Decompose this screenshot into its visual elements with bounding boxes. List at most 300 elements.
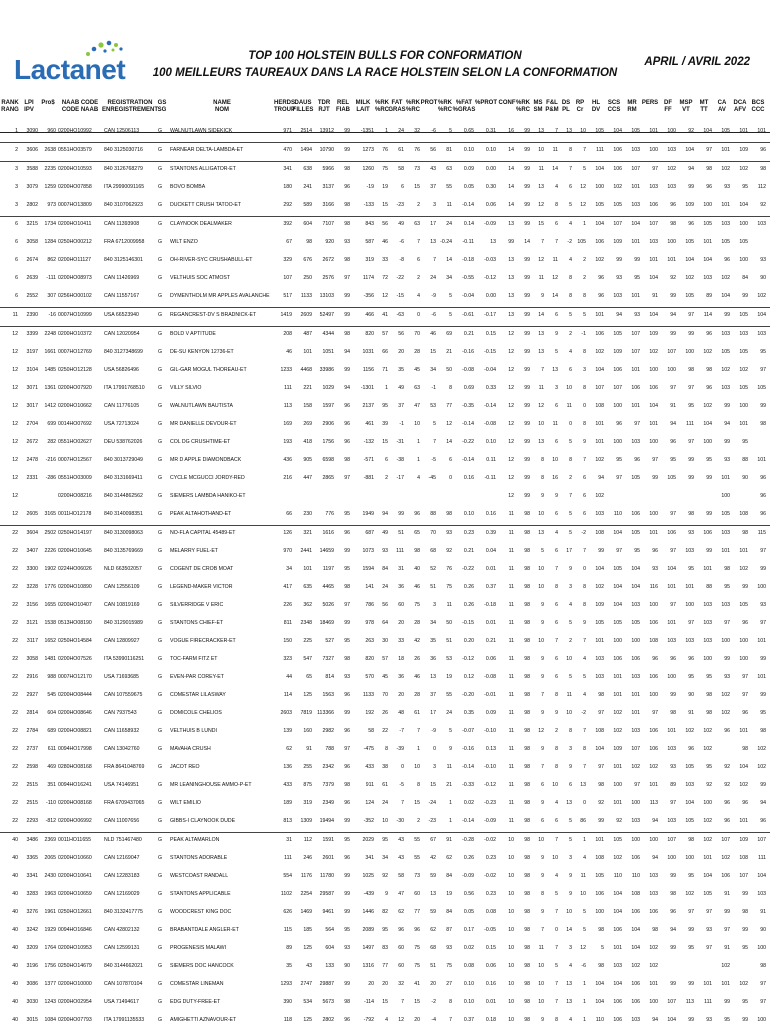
table-cell: 225 (303, 638, 312, 644)
table-cell: 0200HO08821 (58, 728, 92, 734)
table-cell: G (158, 909, 163, 915)
table-cell: 1 (583, 221, 586, 227)
table-cell: 22 (12, 530, 18, 536)
table-cell: -0.10 (484, 764, 496, 770)
table-cell: 65 (306, 674, 312, 680)
table-cell: 0200HO10641 (58, 873, 92, 879)
table-cell: USA 74146951 (104, 782, 139, 788)
table-cell: 11 (508, 566, 514, 572)
table-cell: 12 (508, 403, 514, 409)
table-cell: 106 (649, 746, 658, 752)
table-row (0, 307, 770, 326)
table-cell: 99 (688, 331, 694, 337)
table-cell: 98 (760, 728, 766, 734)
table-cell: 11 (580, 873, 586, 879)
table-cell: -0.14 (462, 457, 474, 463)
table-cell: 8 (541, 891, 544, 897)
table-cell: -0.33 (462, 782, 474, 788)
table-cell: -0.02 (484, 837, 496, 843)
table-cell: 1102 (280, 891, 292, 897)
table-cell: 7 (401, 800, 404, 806)
table-cell: 100 (739, 257, 748, 263)
table-cell: 100 (613, 403, 622, 409)
table-cell: 125 (303, 692, 312, 698)
table-cell: 95 (724, 1017, 730, 1023)
table-cell: 102 (721, 166, 730, 172)
table-cell: 0007HO10999 (58, 312, 92, 318)
table-cell: 94 (344, 385, 350, 391)
table-cell: 0200HO10000 (58, 981, 92, 987)
table-row (0, 326, 770, 345)
table-cell: -6 (431, 128, 436, 134)
table-cell: 2065 (44, 855, 56, 861)
table-cell: 604 (325, 945, 334, 951)
table-cell: 3166 (322, 202, 334, 208)
table-cell: 102 (721, 692, 730, 698)
table-cell: 0513HO08190 (58, 620, 92, 626)
table-cell: 93 (634, 312, 640, 318)
table-row (0, 489, 770, 507)
table-cell: 418 (303, 439, 312, 445)
table-cell: 102 (721, 367, 730, 373)
table-cell: -0.05 (484, 927, 496, 933)
table-cell: 6 (555, 818, 558, 824)
column-header-label: Pro$ (41, 100, 55, 106)
table-cell: 341 (283, 166, 292, 172)
table-cell: SIEMERS DOC HANCOCK (170, 963, 234, 969)
table-cell: 98 (524, 584, 530, 590)
table-cell: 2737 (26, 746, 38, 752)
table-cell: 0.09 (485, 710, 496, 716)
table-cell: 102 (703, 728, 712, 734)
table-cell: 11 (508, 638, 514, 644)
table-cell: 12 (580, 184, 586, 190)
table-cell: 20 (382, 981, 388, 987)
table-cell: G (158, 403, 163, 409)
column-header (274, 100, 294, 114)
column-header (38, 100, 58, 107)
column-header (676, 100, 696, 114)
table-cell: 547 (303, 656, 312, 662)
table-cell: 75 (382, 166, 388, 172)
table-cell: 104 (631, 566, 640, 572)
table-cell: 14 (446, 439, 452, 445)
table-cell: 5 (569, 511, 572, 517)
table-cell: -0.09 (462, 873, 474, 879)
table-cell: 103 (631, 818, 640, 824)
table-row (0, 161, 770, 180)
table-cell: 96 (724, 818, 730, 824)
table-cell: 0551HO03009 (58, 475, 92, 481)
table-cell: 100 (649, 692, 658, 698)
column-header-label: %RK (374, 100, 389, 106)
table-cell: CLAYNOOK DEALMAKER (170, 221, 232, 227)
table-cell: ITA 53990116251 (104, 656, 145, 662)
table-cell: 32 (414, 128, 420, 134)
table-cell: ITA 17991135533 (104, 1017, 145, 1023)
table-cell: 10 (538, 566, 544, 572)
table-cell: -0.10 (484, 728, 496, 734)
table-cell: 6 (15, 293, 18, 299)
table-cell: 47 (398, 891, 404, 897)
table-cell: 98 (344, 584, 350, 590)
table-cell: 100 (739, 403, 748, 409)
table-cell: 98 (524, 1017, 530, 1023)
table-cell: COGENT DE CROB MOAT (170, 566, 234, 572)
table-cell: OH-RIVER-SYC CRUSHABULL-ET (170, 257, 253, 263)
table-cell: 65 (414, 530, 420, 536)
table-cell: 7 (583, 764, 586, 770)
table-cell: 52 (430, 566, 436, 572)
table-cell: 98 (524, 945, 530, 951)
table-cell: 99 (344, 367, 350, 373)
table-cell: 104 (703, 257, 712, 263)
table-cell: -0.22 (462, 439, 474, 445)
table-cell: 106 (613, 999, 622, 1005)
table-cell: 1538 (44, 620, 56, 626)
table-cell: 99 (524, 275, 530, 281)
table-cell: 50 (446, 367, 452, 373)
table-cell: 104 (667, 566, 676, 572)
table-cell: -571 (363, 457, 374, 463)
table-cell: 3341 (26, 873, 38, 879)
table-cell: 107 (613, 221, 622, 227)
table-cell: 7 (555, 239, 558, 245)
table-cell: CAN 11776105 (104, 403, 140, 409)
table-cell: 109 (613, 746, 622, 752)
table-cell: 106 (613, 656, 622, 662)
table-cell: MR LEANINGHOUSE AMMO-P-ET (170, 782, 252, 788)
table-cell: 99 (524, 293, 530, 299)
table-cell: -2 (567, 239, 572, 245)
table-cell: 5 (569, 818, 572, 824)
table-cell: 101 (757, 674, 766, 680)
table-cell: 20 (430, 981, 436, 987)
table-cell: 113 (649, 800, 658, 806)
table-cell: 107 (631, 166, 640, 172)
table-cell: 102 (631, 764, 640, 770)
table-cell: 105 (577, 239, 586, 245)
table-cell: 103 (649, 239, 658, 245)
table-cell: 7 (555, 999, 558, 1005)
table-cell: 98 (760, 166, 766, 172)
table-cell: 100 (667, 855, 676, 861)
table-cell: 107 (757, 837, 766, 843)
table-cell: 8 (569, 457, 572, 463)
table-cell: 33 (382, 257, 388, 263)
table-cell: 101 (649, 981, 658, 987)
table-cell: USA 56826496 (104, 367, 139, 373)
table-cell: 840 3144662021 (104, 963, 143, 969)
table-cell: G (158, 475, 163, 481)
table-cell: 9 (541, 674, 544, 680)
table-cell: 3606 (26, 147, 38, 153)
column-header-label: NAAB CODE (61, 100, 99, 106)
table-cell: 102 (685, 728, 694, 734)
table-cell: -19 (366, 184, 374, 190)
table-cell: 6 (15, 257, 18, 263)
table-cell: 95 (688, 945, 694, 951)
table-cell: 351 (47, 782, 56, 788)
table-row (0, 688, 770, 706)
table-cell: 7 (433, 439, 436, 445)
table-cell: 6 (15, 239, 18, 245)
table-cell: 104 (703, 873, 712, 879)
table-cell: 109 (649, 331, 658, 337)
table-cell: 1233 (280, 367, 292, 373)
table-cell: 88 (430, 511, 436, 517)
table-cell: 96 (344, 764, 350, 770)
table-cell: 47 (414, 403, 420, 409)
table-cell: COMESTAR LILASWAY (170, 692, 226, 698)
table-cell: 2552 (26, 293, 38, 299)
table-cell: 113 (685, 999, 694, 1005)
table-cell: ITA 29990091165 (104, 184, 145, 190)
table-cell: 92 (446, 548, 452, 554)
table-cell: 36 (398, 584, 404, 590)
table-row (0, 363, 770, 381)
table-cell: 8 (555, 1017, 558, 1023)
table-cell: 840 3129015989 (104, 620, 143, 626)
table-cell: 98 (524, 999, 530, 1005)
table-cell: 10 (538, 981, 544, 987)
table-cell: 17 (430, 710, 436, 716)
table-cell: -0.22 (462, 566, 474, 572)
table-cell: 3 (433, 764, 436, 770)
table-cell: 6 (401, 184, 404, 190)
table-cell: 8 (569, 728, 572, 734)
table-cell: -23 (428, 818, 436, 824)
table-cell: 101 (739, 128, 748, 134)
table-cell: 6 (569, 184, 572, 190)
table-cell: 84 (742, 275, 748, 281)
table-cell: 0.01 (485, 620, 496, 626)
table-cell: 1446 (362, 909, 374, 915)
table-cell: 66 (286, 511, 292, 517)
table-cell: 99 (760, 656, 766, 662)
column-header-label-fr: CODE NAAB (61, 107, 99, 113)
table-cell: 70 (430, 530, 436, 536)
table-cell: 107 (595, 385, 604, 391)
table-cell: 113 (283, 403, 292, 409)
table-cell: G (158, 166, 163, 172)
table-cell: 103 (631, 602, 640, 608)
table-cell: 96 (598, 293, 604, 299)
table-cell: 98 (688, 367, 694, 373)
table-cell: 0200HO07920 (58, 385, 92, 391)
table-cell: 13 (566, 128, 572, 134)
table-cell: 40 (12, 909, 18, 915)
table-cell: G (158, 257, 163, 263)
table-cell: 101 (721, 548, 730, 554)
table-cell: 10 (508, 981, 514, 987)
column-header-label-fr: RM (627, 107, 637, 113)
table-cell: 0.16 (485, 511, 496, 517)
table-cell: 105 (685, 293, 694, 299)
table-cell: G (158, 638, 163, 644)
table-cell: 100 (703, 800, 712, 806)
table-cell: 12 (580, 202, 586, 208)
table-cell: WESTCOAST RANDALL (170, 873, 229, 879)
table-cell: 9 (583, 620, 586, 626)
table-cell: 0.15 (485, 331, 496, 337)
table-cell: 105 (703, 891, 712, 897)
table-cell: 12 (12, 457, 18, 463)
table-row (0, 652, 770, 670)
table-cell: 95 (344, 511, 350, 517)
column-header (712, 100, 732, 114)
table-cell: 321 (303, 530, 312, 536)
table-cell: 1961 (44, 909, 56, 915)
table-cell: 108 (595, 530, 604, 536)
table-cell: 0.30 (485, 184, 496, 190)
table-cell: 109 (739, 147, 748, 153)
table-cell: 3365 (26, 855, 38, 861)
table-cell: 61 (382, 782, 388, 788)
table-cell: CAN 11426969 (104, 275, 140, 281)
table-cell: 101 (667, 257, 676, 263)
table-cell: 99 (670, 945, 676, 951)
table-cell: 56 (382, 602, 388, 608)
table-cell: 106 (649, 728, 658, 734)
table-cell: 2235 (44, 166, 56, 172)
table-cell: 1133 (362, 692, 374, 698)
table-cell: 7 (583, 457, 586, 463)
table-cell: 13 (538, 184, 544, 190)
table-cell: 1616 (322, 530, 334, 536)
table-cell: 1051 (322, 349, 334, 355)
table-cell: 10 (538, 999, 544, 1005)
table-cell: 97 (670, 800, 676, 806)
table-cell: 106 (613, 927, 622, 933)
table-cell: 22 (12, 818, 18, 824)
table-cell: 109 (685, 202, 694, 208)
column-header-label-fr: TT (700, 107, 708, 113)
table-cell: 323 (283, 656, 292, 662)
table-cell: 7 (541, 764, 544, 770)
table-cell: 5 (555, 891, 558, 897)
column-header-label-fr: FIAB (336, 107, 350, 113)
table-cell: 101 (613, 674, 622, 680)
table-cell: 102 (595, 257, 604, 263)
table-cell: 8 (417, 782, 420, 788)
table-cell: 93 (344, 239, 350, 245)
table-cell: 64 (382, 620, 388, 626)
table-cell: 1494 (300, 147, 312, 153)
table-cell: 3121 (26, 620, 38, 626)
table-cell: 102 (757, 764, 766, 770)
table-cell: 93 (344, 945, 350, 951)
table-cell: 10 (538, 511, 544, 517)
table-cell: -6 (431, 312, 436, 318)
table-cell: 43 (398, 837, 404, 843)
table-cell: 8 (449, 999, 452, 1005)
table-cell: STANTONS APPLICABLE (170, 891, 231, 897)
table-cell: 103 (757, 891, 766, 897)
table-cell: 97 (634, 782, 640, 788)
table-cell: 101 (667, 728, 676, 734)
table-cell: 4 (569, 257, 572, 263)
table-cell: 699 (47, 421, 56, 427)
table-cell: 93 (446, 530, 452, 536)
column-header (622, 100, 642, 114)
table-cell: 570 (365, 674, 374, 680)
table-cell: WOODCREST KING DOC (170, 909, 232, 915)
table-row (0, 417, 770, 435)
table-cell: 92 (616, 818, 622, 824)
table-cell: 150 (283, 638, 292, 644)
table-cell: WALNUTLAWN SIDEKICK (170, 128, 233, 134)
table-cell: 2 (417, 275, 420, 281)
table-cell: VELTHUIS SOC ATMOST (170, 275, 231, 281)
table-cell: 98 (524, 981, 530, 987)
table-cell: 1419 (280, 312, 292, 318)
table-cell: 97 (760, 367, 766, 373)
table-cell: 98 (524, 728, 530, 734)
table-cell: 3017 (26, 403, 38, 409)
table-cell: 96 (760, 818, 766, 824)
table-cell: 7 (541, 692, 544, 698)
table-cell: G (158, 511, 163, 517)
table-cell: 107 (667, 837, 676, 843)
table-row (0, 235, 770, 253)
table-cell: 102 (721, 855, 730, 861)
table-cell: 9 (541, 800, 544, 806)
table-cell: -114 (364, 999, 374, 1005)
table-cell: 102 (649, 349, 658, 355)
table-cell: 10 (508, 873, 514, 879)
table-cell: CAN 11557167 (104, 293, 140, 299)
table-cell: 12 (538, 202, 544, 208)
table-cell: 15 (538, 221, 544, 227)
table-cell: 100 (757, 584, 766, 590)
column-header-label: MILK (355, 100, 371, 106)
table-cell: 5 (569, 439, 572, 445)
table-cell: 99 (344, 891, 350, 897)
table-cell: 103 (685, 548, 694, 554)
table-cell: 840 3132417775 (104, 909, 143, 915)
table-cell: 96 (344, 439, 350, 445)
table-cell: 71 (382, 367, 388, 373)
table-cell: TOC-FARM FITZ ET (170, 656, 218, 662)
table-cell: G (158, 566, 163, 572)
table-cell: 106 (667, 530, 676, 536)
column-header (350, 100, 376, 114)
table-cell: 820 (365, 331, 374, 337)
table-cell: 14 (524, 239, 530, 245)
table-cell: 102 (685, 275, 694, 281)
table-cell: 26 (382, 710, 388, 716)
table-cell: 90 (688, 692, 694, 698)
table-cell: 98 (524, 963, 530, 969)
table-cell: 15 (382, 999, 388, 1005)
table-cell: 91 (724, 891, 730, 897)
table-cell: 101 (631, 239, 640, 245)
table-cell: 28 (414, 692, 420, 698)
table-cell: 0007HO12567 (58, 457, 92, 463)
table-cell: 8 (555, 746, 558, 752)
table-cell: 9 (555, 710, 558, 716)
table-cell: 100 (739, 638, 748, 644)
table-cell: 102 (757, 746, 766, 752)
table-cell: -0.28 (462, 837, 474, 843)
table-cell: 99 (344, 548, 350, 554)
table-cell: 2478 (26, 457, 38, 463)
table-cell: 106 (631, 981, 640, 987)
table-cell: 0200HO10372 (58, 331, 92, 337)
table-cell: 106 (631, 999, 640, 1005)
table-cell: -1301 (360, 385, 374, 391)
